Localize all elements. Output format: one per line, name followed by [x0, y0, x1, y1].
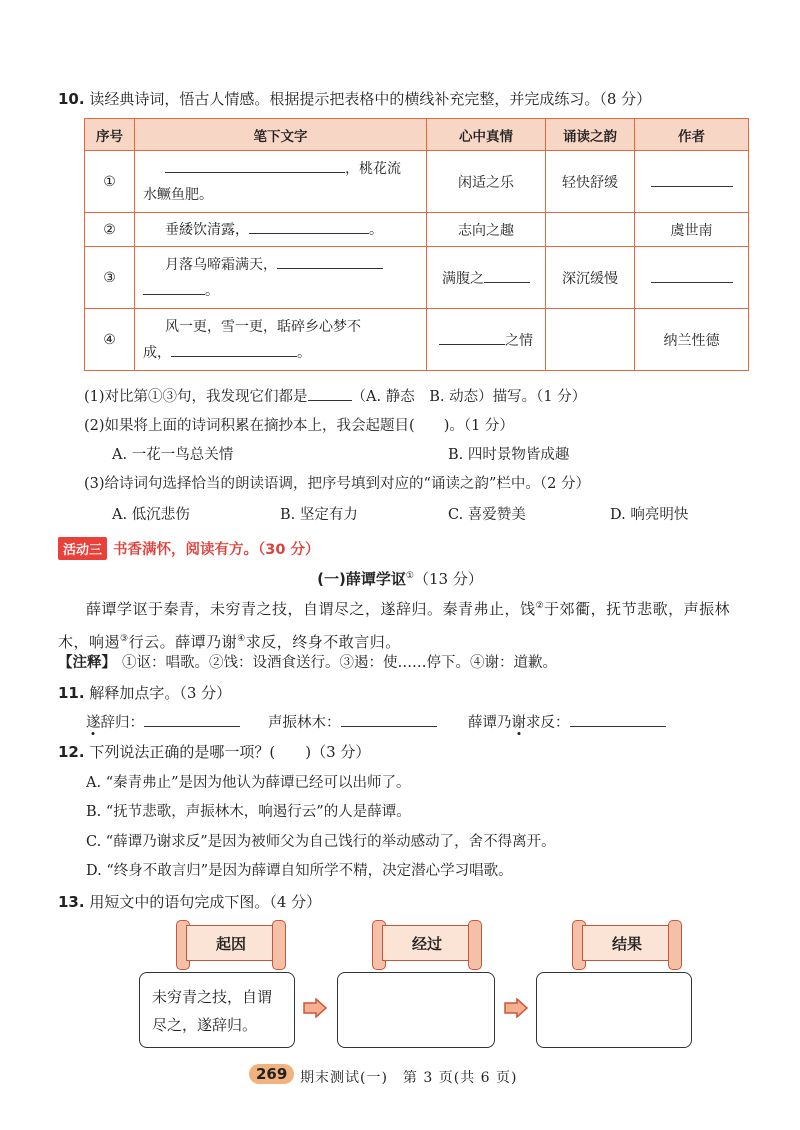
- feeling-cell: 闲适之乐: [427, 151, 546, 213]
- scroll-label-process: 经过: [372, 920, 482, 970]
- process-answer-box[interactable]: [337, 972, 495, 1048]
- option-a[interactable]: A. 一花一鸟总关情: [112, 447, 234, 463]
- option-c[interactable]: C. 喜爱赞美: [448, 507, 526, 523]
- row-num: ④: [85, 309, 135, 371]
- arrow-right-icon: [302, 998, 328, 1018]
- q12-option-b[interactable]: B. “抚节悲歌，声振林木，响遏行云”的人是薛谭。: [86, 804, 411, 820]
- poem-table: [84, 118, 749, 371]
- scroll-roll: [272, 920, 286, 970]
- row-num: ①: [85, 151, 135, 213]
- rhythm-cell[interactable]: [546, 309, 635, 371]
- q12-option-a[interactable]: A. “秦青弗止”是因为他认为薛谭已经可以出师了。: [86, 775, 411, 791]
- header-cell: 序号: [85, 119, 135, 151]
- q10-sub3: (3)给诗词句选择恰当的朗读语调，把序号填到对应的“诵读之韵”栏中。（2 分）: [84, 476, 590, 492]
- blank-line[interactable]: [249, 220, 369, 234]
- option-b[interactable]: B. 坚定有力: [280, 507, 358, 523]
- q10-title: 10. 读经典诗词，悟古人情感。根据提示把表格中的横线补充完整，并完成练习。（8 分）: [58, 90, 652, 108]
- blank-line[interactable]: [143, 281, 205, 295]
- rhythm-cell: 深沉缓慢: [546, 247, 635, 309]
- header-cell: 笔下文字: [135, 119, 427, 151]
- row-num: ②: [85, 213, 135, 247]
- q13-title: 13. 用短文中的语句完成下图。（4 分）: [58, 893, 322, 911]
- header-cell: 诵读之韵: [546, 119, 635, 151]
- feeling-cell: 满腹之: [427, 247, 546, 309]
- author-cell: 纳兰性德: [635, 309, 749, 371]
- blank-line[interactable]: [651, 173, 733, 187]
- blank-line[interactable]: [277, 255, 383, 269]
- rhythm-cell[interactable]: [546, 213, 635, 247]
- poem-text: 风一更，雪一更，聒碎乡心梦不 成， 。: [135, 309, 427, 371]
- q12-option-c[interactable]: C. “薛谭乃谢求反”是因为被师父为自己饯行的举动感动了，舍不得离开。: [86, 834, 556, 850]
- footer-text: 期末测试(一) 第 3 页(共 6 页): [300, 1070, 518, 1086]
- feeling-cell: 之情: [427, 309, 546, 371]
- blank-line[interactable]: [484, 269, 530, 283]
- option-d[interactable]: D. 响亮明快: [610, 507, 689, 523]
- q11-item: 遂辞归：: [86, 711, 240, 732]
- author-cell: 虞世南: [635, 213, 749, 247]
- passage-text: 薛谭学讴于秦青，未穷青之技，自谓尽之，遂辞归。秦青弗止，饯②于郊衢，抚节悲歌，声振林木，响遏③行云。薛谭乃谢④求反，终身不敢言归。: [58, 600, 731, 651]
- table-row: [85, 213, 749, 247]
- page-number-badge: 269: [249, 1064, 294, 1084]
- scroll-label-cause: 起因: [176, 920, 286, 970]
- header-cell: 作者: [635, 119, 749, 151]
- activity-text: 书香满怀，阅读有方。（30 分）: [113, 542, 320, 558]
- activity-tag: 活动三: [58, 537, 107, 560]
- blank-line[interactable]: [439, 331, 505, 345]
- author-cell: [635, 151, 749, 213]
- scroll-roll: [668, 920, 682, 970]
- author-cell: [635, 247, 749, 309]
- row-num: ③: [85, 247, 135, 309]
- table-row: [85, 309, 749, 371]
- poem-text: 垂緌饮清露， 。: [135, 213, 427, 247]
- page-footer: [0, 1063, 800, 1093]
- table-row: [85, 151, 749, 213]
- annotation-note: 【注释】 ①讴：唱歌。②饯：设酒食送行。③遏：使……停下。④谢：道歉。: [58, 655, 557, 671]
- q11-title: 11. 解释加点字。（3 分）: [58, 684, 232, 702]
- poem-text: ，桃花流 水鳜鱼肥。: [135, 151, 427, 213]
- arrow-right-icon: [503, 998, 529, 1018]
- result-answer-box[interactable]: [536, 972, 692, 1048]
- table-row: [85, 247, 749, 309]
- q10-sub2: (2)如果将上面的诗词积累在摘抄本上，我会起题目( )。（1 分）: [84, 418, 514, 434]
- q12-option-d[interactable]: D. “终身不敢言归”是因为薛谭自知所学不精，决定潜心学习唱歌。: [86, 863, 513, 879]
- rhythm-cell: 轻快舒缓: [546, 151, 635, 213]
- q11-item: 声振林木：: [268, 711, 437, 732]
- activity-heading: [58, 537, 320, 560]
- blank-line[interactable]: [165, 159, 345, 173]
- option-a[interactable]: A. 低沉悲伤: [112, 507, 190, 523]
- header-cell: 心中真情: [427, 119, 546, 151]
- scroll-label-result: 结果: [572, 920, 682, 970]
- blank-line[interactable]: [171, 343, 297, 357]
- blank-line[interactable]: [341, 713, 437, 727]
- q11-item: 薛谭乃谢求反：: [468, 711, 666, 732]
- q10-sub1: (1)对比第①③句，我发现它们都是 （A. 静态 B. 动态）描写。（1 分）: [84, 389, 587, 405]
- blank-line[interactable]: [308, 387, 352, 401]
- q12-title: 12. 下列说法正确的是哪一项？( )（3 分）: [58, 743, 371, 761]
- blank-line[interactable]: [651, 269, 733, 283]
- scroll-roll: [468, 920, 482, 970]
- blank-line[interactable]: [570, 713, 666, 727]
- poem-text: 月落乌啼霜满天， 。: [135, 247, 427, 309]
- cause-box: 未穷青之技，自谓 尽之，遂辞归。: [139, 972, 295, 1048]
- passage-title: (一)薛谭学讴①（13 分）: [317, 570, 483, 588]
- table-header-row: [85, 119, 749, 151]
- blank-line[interactable]: [144, 713, 240, 727]
- option-b[interactable]: B. 四时景物皆成趣: [448, 447, 570, 463]
- feeling-cell: 志向之趣: [427, 213, 546, 247]
